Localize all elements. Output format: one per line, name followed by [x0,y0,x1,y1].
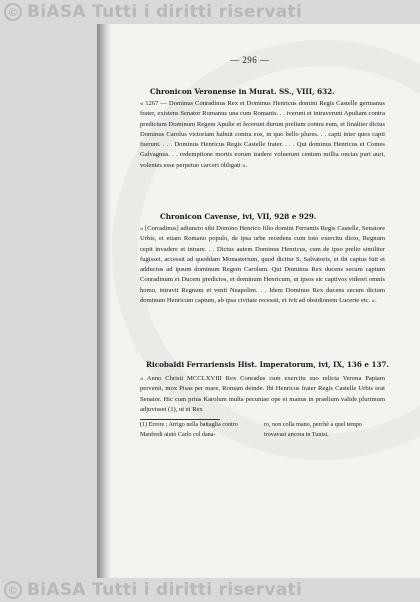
watermark-text: BiASA Tutti i diritti riservati [27,580,303,600]
watermark-banner-top [0,0,420,24]
section-title-cavense: Chronicon Cavense, ivi, VII, 928 e 929. [160,212,317,221]
page-number: — 296 — [230,55,270,65]
footnote-left: (1) Errore ; Arrigo nella battaglia contro Manfredi aiutò Carlo col dana- [140,422,238,438]
paragraph-ricobaldi: « Anno Christi MCCLXVIII Rex Conradus cum exercitu suo relicta Verona Papiam pervenit, mox Pisas per mare, Romam deinde. Ibi Henricus frater Regis Castelle Urbis erat Senator. Hic cum prius Karolum multa pecuniae ope et manus in praelium valide plurimum adjuvisset (1), ut ei Rex [140,375,385,413]
section-title-veronense: Chronicon Veronense in Murat. SS., VIII, 632. [150,87,335,96]
biasa-logo-icon: © [4,3,22,21]
book-binding-edge [97,24,111,578]
watermark-text: BiASA Tutti i diritti riservati [27,2,303,22]
paragraph-veronense: « 1267 — Dominus Conradinus Rex et Dominus Henricus domini Regis Castelle germanus frater, existens Senator Romanus una cum Romanis. . . iverunt et intraverunt Apuliam contra predictum Dominum Regem Apulie et fecerunt durum prelium contra eum, et finaliter dictus Dominus Carolus victoriam habuit contra eos, in quo bello plures. . . capti inter quos capti fuerunt. . . . Dominus Henricus Regis Castelle frater. . . . Qui dominus Henricus et Comes Galvagnus. . . redemptione mortis eorum tradere voluerunt centum millia oncias puri auri, volentes esse perpetuo carceri obligati ». [140,100,385,169]
section-title-ricobaldi: Ricobaldi Ferrariensis Hist. Imperatorum, ivi, IX, 136 e 137. [146,360,390,369]
paragraph-cavense: « [Corradinus] adiuncto sibi Domino Henrico filio domini Ferrantis Regis Castelle, Senatore Urbis, et etiam Romano populo, de ipsa urbe recedens cum toto exercitu dicto, Regnum cepit invadere et intrare. . . Dictus autem Dominus Henricus, cum de ipso prelio similiter fugisset, accessit ad quoddam Monasterium, quod dicitur S. Salvatoris, et ibi captus fuit et adductus ad ipsum dominum Regem Carolum. Qui Dominus Rex ducens secum captum Conradinum et Ducem predictos, et dominum Henricum, ut ipsos sic captivos videret omnis homo, intravit Regnum et venit Neapolim. . . Idem Dominus Rex ducens secum dictum dominum Henricum captum, ab ipsa civitate recessit, et ivit ad obsidionem Lucerie etc. ». [140,225,385,305]
footnote-right: ro, non colla mano, perchè a quel tempo trovavasi ancora in Tunisi. [264,422,362,438]
watermark-banner-bottom [0,578,420,602]
biasa-logo-icon: © [4,581,22,599]
footnote-rule [140,419,220,420]
